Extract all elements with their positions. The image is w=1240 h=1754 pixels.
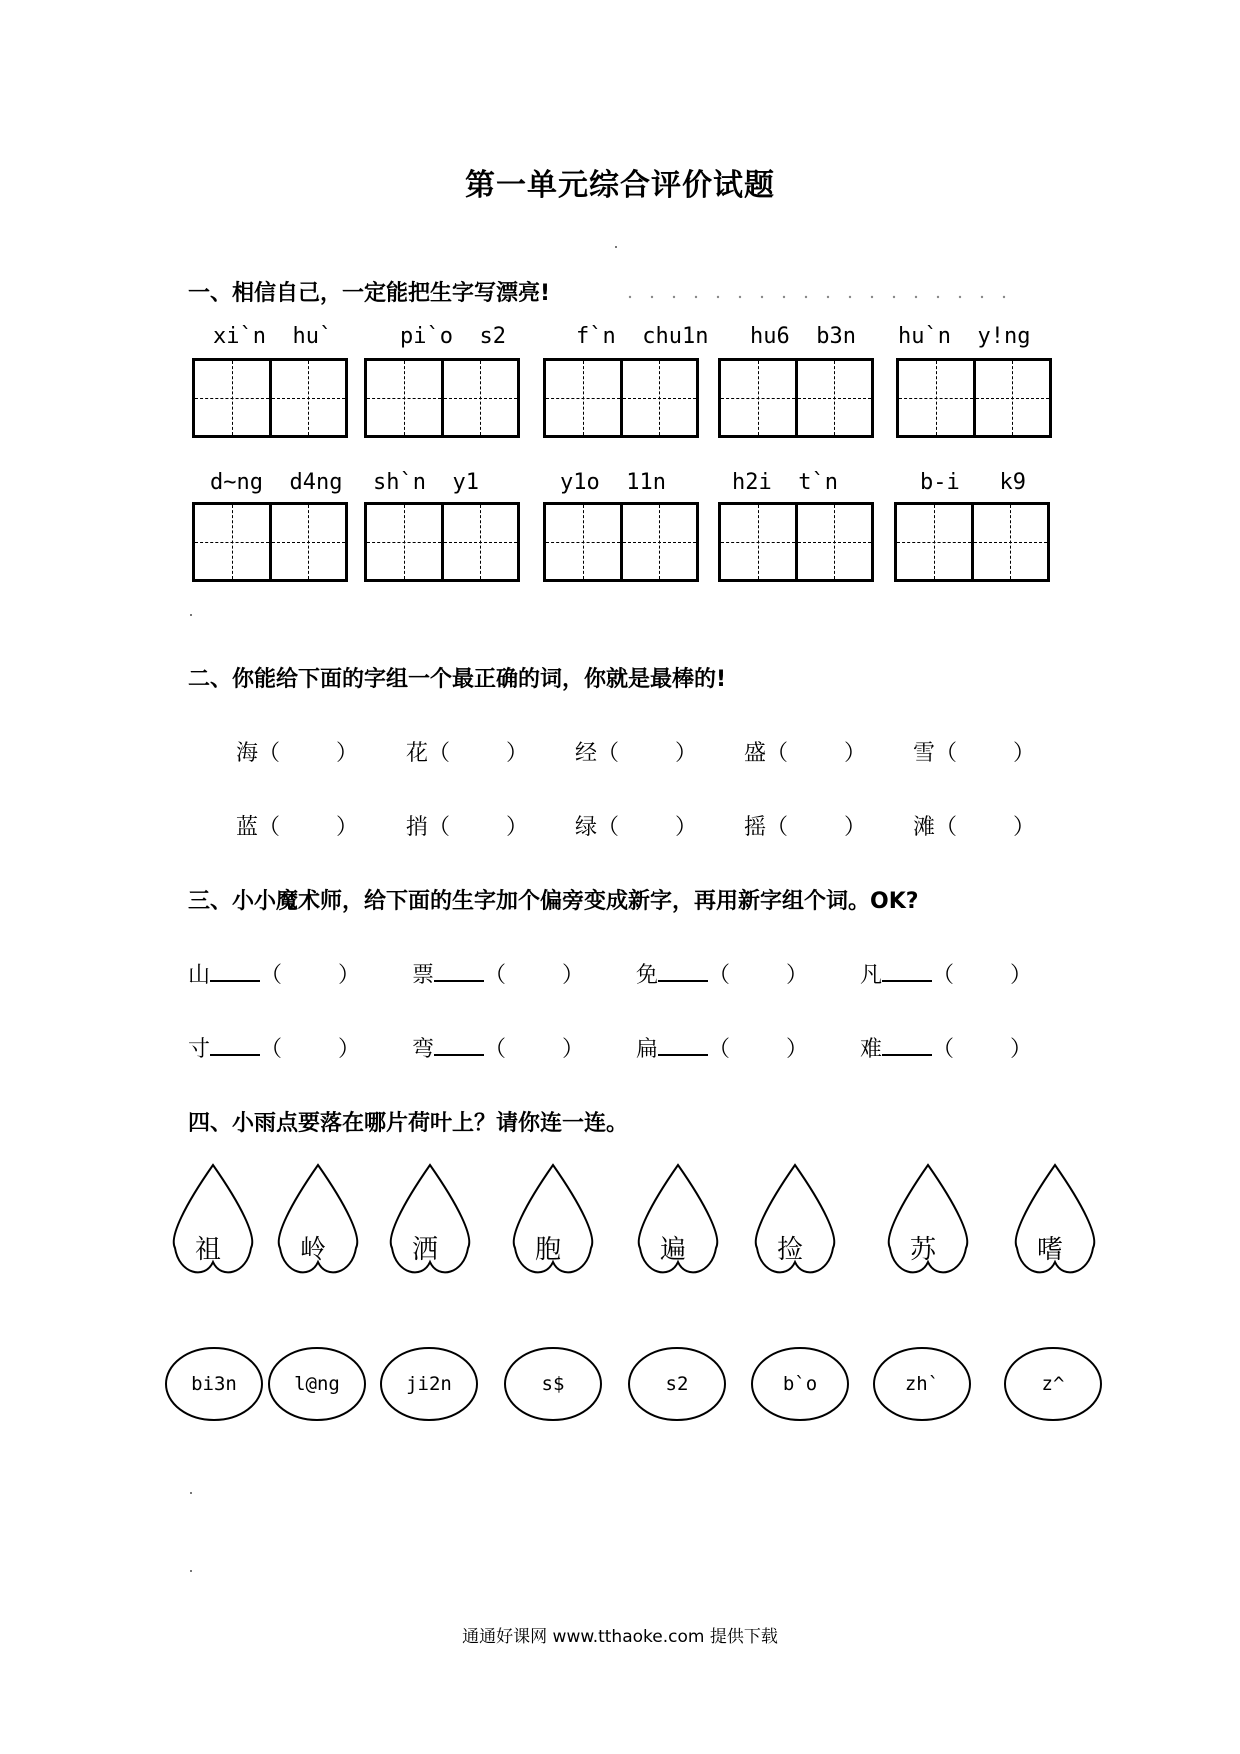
raindrop[interactable] [889,1165,968,1272]
raindrop[interactable] [514,1165,593,1272]
pinyin-label: f`n chu1n [576,324,709,349]
section-2-heading: 二、你能给下面的字组一个最正确的词，你就是最棒的! [188,667,727,692]
pinyin-label: h2i t`n [732,470,838,495]
section-1-heading: 一、相信自己，一定能把生字写漂亮! [188,281,551,306]
stray-dot [190,614,192,616]
page-title: 第一单元综合评价试题 [465,168,775,203]
dotted-leader [783,296,785,298]
raindrop[interactable] [756,1165,835,1272]
dotted-leader [739,296,741,298]
lotus-leaf[interactable] [381,1348,477,1420]
lotus-leaf-pinyin: z^ [1041,1373,1065,1395]
raindrop-char: 祖 [195,1235,222,1265]
lotus-leaf-pinyin: s$ [541,1373,565,1395]
pinyin-label: sh`n y1 [373,470,479,495]
lotus-leaf-pinyin: s2 [665,1373,689,1395]
raindrop-char: 捡 [777,1235,804,1265]
footer-credit: 通通好课网 www.tthaoke.com 提供下载 [462,1627,778,1647]
raindrop-char: 胞 [535,1235,562,1265]
word-blank[interactable]: 绿（ ） [575,815,697,840]
stray-dot [615,246,617,248]
dotted-leader [915,296,917,298]
word-blank[interactable]: 雪（ ） [913,741,1035,766]
raindrop[interactable] [174,1165,253,1272]
raindrop-char: 岭 [300,1235,327,1265]
dotted-leader [959,296,961,298]
lotus-leaf[interactable] [166,1348,262,1420]
radical-item[interactable]: 山 （ ） [188,958,360,989]
pinyin-label: pi`o s2 [400,324,506,349]
word-blank[interactable]: 盛（ ） [744,741,866,766]
radical-item[interactable]: 难 （ ） [860,1032,1032,1063]
raindrop[interactable] [1016,1165,1095,1272]
pinyin-label: y1o 11n [560,470,666,495]
dotted-leader [651,296,653,298]
raindrop-char: 洒 [412,1235,439,1265]
section-3-heading: 三、小小魔术师，给下面的生字加个偏旁变成新字，再用新字组个词。OK? [188,889,919,914]
dotted-leader [937,296,939,298]
section-4-heading: 四、小雨点要落在哪片荷叶上？请你连一连。 [188,1111,629,1136]
word-blank[interactable]: 滩（ ） [913,815,1035,840]
dotted-leader [717,296,719,298]
raindrop[interactable] [391,1165,470,1272]
radical-item[interactable]: 弯 （ ） [412,1032,584,1063]
pinyin-label: hu6 b3n [750,324,856,349]
dotted-leader [827,296,829,298]
word-blank[interactable]: 捎（ ） [406,815,528,840]
lotus-leaf[interactable] [874,1348,970,1420]
dotted-leader [893,296,895,298]
word-blank[interactable]: 摇（ ） [744,815,866,840]
dotted-leader [695,296,697,298]
pinyin-label: b-i k9 [920,470,1026,495]
dotted-leader [805,296,807,298]
lotus-leaf[interactable] [505,1348,601,1420]
dotted-leader [981,296,983,298]
dotted-leader [849,296,851,298]
lotus-leaf-pinyin: bi3n [191,1373,237,1395]
lotus-leaf[interactable] [269,1348,365,1420]
raindrop[interactable] [279,1165,358,1272]
pinyin-label: hu`n y!ng [898,324,1031,349]
radical-item[interactable]: 免 （ ） [636,958,808,989]
pinyin-label: xi`n hu` [213,324,333,349]
dotted-leader [871,296,873,298]
dotted-leader [629,296,631,298]
stray-dot [190,1570,192,1572]
radical-item[interactable]: 寸 （ ） [188,1032,360,1063]
lotus-leaf-pinyin: ji2n [406,1373,452,1395]
pinyin-label: d~ng d4ng [210,470,343,495]
lotus-leaf-pinyin: b`o [782,1373,818,1395]
dotted-leader [673,296,675,298]
word-blank[interactable]: 蓝（ ） [236,815,358,840]
stray-dot [190,1492,192,1494]
radical-item[interactable]: 票 （ ） [412,958,584,989]
lotus-leaf-pinyin: zh` [904,1373,940,1395]
word-blank[interactable]: 经（ ） [575,741,697,766]
lotus-leaf[interactable] [629,1348,725,1420]
raindrop-char: 遍 [660,1235,687,1265]
word-blank[interactable]: 海（ ） [236,741,358,766]
radical-item[interactable]: 扁 （ ） [636,1032,808,1063]
raindrop-char: 嗜 [1037,1235,1064,1265]
lotus-leaf[interactable] [752,1348,848,1420]
dotted-leader [1003,296,1005,298]
raindrop[interactable] [639,1165,718,1272]
radical-item[interactable]: 凡 （ ） [860,958,1032,989]
lotus-leaf-pinyin: l@ng [294,1373,340,1395]
dotted-leader [761,296,763,298]
lotus-leaf[interactable] [1005,1348,1101,1420]
raindrop-char: 苏 [910,1235,937,1265]
word-blank[interactable]: 花（ ） [406,741,528,766]
